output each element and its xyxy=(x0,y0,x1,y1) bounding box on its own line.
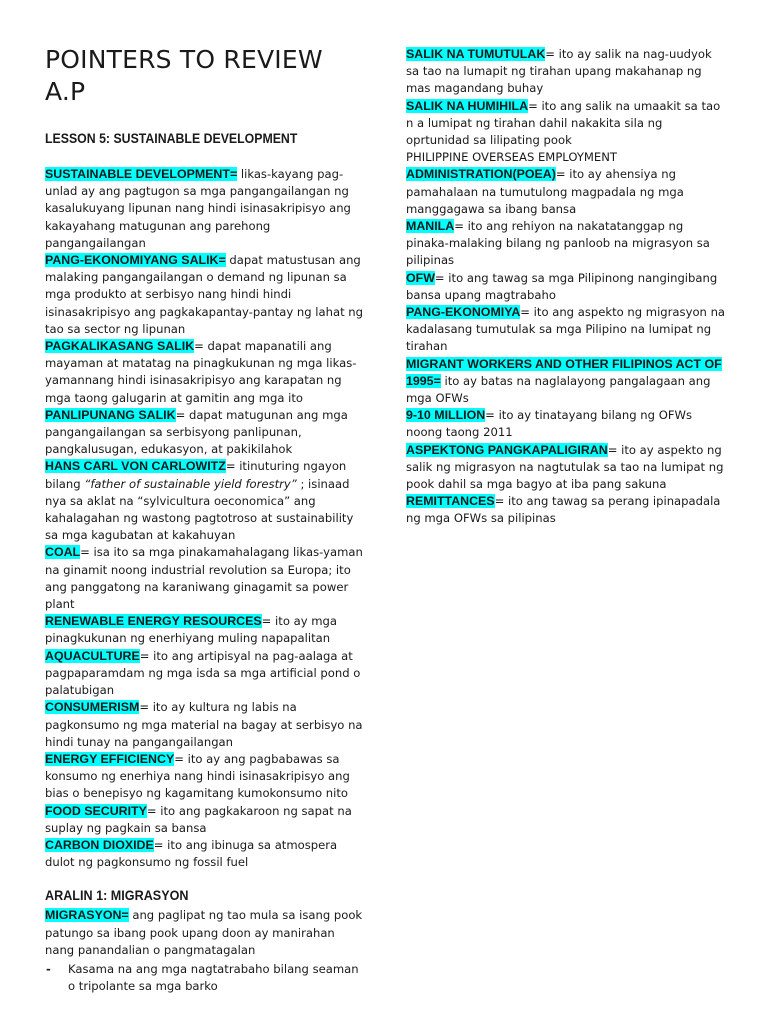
highlighted-term: REMITTANCES xyxy=(406,494,495,509)
definition-entry xyxy=(45,613,367,647)
definition-text: = ito ay ang pagbabawas sa konsumo ng enerhiya nang hindi isinasakripisyo ang bias o benepisyo ng kagamitang kumokonsumo nito xyxy=(45,751,350,801)
definition-entry xyxy=(45,751,367,803)
definition-entry xyxy=(406,407,728,441)
highlighted-term: COAL xyxy=(45,545,81,560)
definition-entry xyxy=(45,837,367,871)
definition-entry xyxy=(45,338,367,407)
italic-quote: “father of sustainable yield forestry” xyxy=(84,476,297,491)
definition-entry xyxy=(45,544,367,613)
highlighted-term: MIGRANT WORKERS AND OTHER FILIPINOS ACT OF 1995= xyxy=(406,356,722,388)
definition-text: = ito ang ibinuga sa atmospera dulot ng pagkonsumo ng fossil fuel xyxy=(45,837,338,870)
definition-entry-carlowitz xyxy=(45,458,367,544)
highlighted-term: ASPEKTONG PANGKAPALIGIRAN xyxy=(406,442,608,457)
definition-text: = ito ay salik na nag-uudyok sa tao na lumapit ng tirahan upang makahanap ng mas magandang buhay xyxy=(406,47,712,96)
definition-text: = itinuturing ngayon bilang xyxy=(45,459,347,491)
definition-text: = ito ang pagkakaroon ng sapat na suplay ng pagkain sa bansa xyxy=(45,803,352,835)
highlighted-term: AQUACULTURE xyxy=(45,648,140,663)
definition-text: = ito ang rehiyon na nakatatanggap ng pinaka-malaking bilang ng panloob na migrasyon sa pilipinas xyxy=(406,219,710,268)
definition-text: = ito ang tawag sa perang ipinapadala ng mga OFWs sa pilipinas xyxy=(406,494,721,526)
definition-entry xyxy=(406,356,728,408)
highlighted-term: PAGKALIKASANG SALIK xyxy=(45,339,195,354)
definition-text: = ito ay tinatayang bilang ng OFWs noong taong 2011 xyxy=(406,408,692,440)
highlighted-term: SALIK NA HUMIHILA xyxy=(406,98,529,113)
definition-entry xyxy=(406,270,728,304)
highlighted-term: RENEWABLE ENERGY RESOURCES xyxy=(45,614,262,629)
aralin-1-heading: ARALIN 1: MIGRASYON xyxy=(45,887,189,904)
definition-text: = isa ito sa mga pinakamahalagang likas-yaman na ginamit noong industrial revolution sa Europa; ito ang panggatong na karaniwang ginagamit sa power plant xyxy=(45,545,363,612)
definition-text: = dapat matugunan ang mga pangangailangan sa serbisyong panlipunan, pangkalusugan, edukasyon, at pakikilahok xyxy=(45,407,348,457)
definition-entry-migrasyon xyxy=(45,907,367,959)
definition-entry xyxy=(45,648,367,700)
definition-text: ; isinaad nya sa aklat na “sylvicultura oeconomica” ang kahalagahan ng wastong pagtotroso at sustainability sa mga kagubatan at kakahuyan xyxy=(45,476,354,543)
definition-text: = ito ay ahensiya ng pamahalaan na tumutulong magpadala ng mga manggagawa sa ibang bansa xyxy=(406,167,684,216)
highlighted-term: SUSTAINABLE DEVELOPMENT= xyxy=(45,167,238,181)
definition-entry xyxy=(45,166,367,252)
title-line-2: A.P xyxy=(45,77,86,106)
highlighted-term: ADMINISTRATION(POEA) xyxy=(406,167,556,182)
definition-text: ang paglipat ng tao mula sa isang pook patungo sa ibang pook upang doon ay manirahan nang panandalian o pangmatagalan xyxy=(45,908,363,957)
highlighted-term: PANG-EKONOMIYANG SALIK= xyxy=(45,253,226,268)
highlighted-term: MANILA xyxy=(406,219,455,234)
definition-text: dapat matustusan ang malaking pangangailangan o demand ng lipunan sa mga produkto at serbisyo nang hindi hindi isinasakripisyo ang pagkakapantay-pantay ng lahat ng tao sa sector ng lipunan xyxy=(45,253,364,336)
definition-entry xyxy=(406,218,728,270)
highlighted-term: MIGRASYON= xyxy=(45,908,129,923)
highlighted-term: ENERGY EFFICIENCY xyxy=(45,751,175,766)
definition-text: likas-kayang pag-unlad ay ang pagtugon sa mga pangangailangan ng kasalukuyang lipunan nang hindi isinasakripisyo ang kakayahang matugunan ang parehong pangangailangan xyxy=(45,167,351,250)
poea-plain-heading: PHILIPPINE OVERSEAS EMPLOYMENT xyxy=(406,150,618,165)
highlighted-term: HANS CARL VON CARLOWITZ xyxy=(45,459,226,474)
highlighted-term: CARBON DIOXIDE xyxy=(45,837,154,852)
highlighted-term: CONSUMERISM xyxy=(45,700,140,715)
definition-entry xyxy=(406,493,728,527)
definition-text: ito ay batas na naglalayong pangalagaan ang mga OFWs xyxy=(406,373,711,406)
highlighted-term: FOOD SECURITY xyxy=(45,803,147,818)
highlighted-term: PANLIPUNANG SALIK xyxy=(45,407,176,422)
highlighted-term: PANG-EKONOMIYA xyxy=(406,305,521,320)
definition-text: = ito ang tawag sa mga Pilipinong nangingibang bansa upang magtrabaho xyxy=(406,270,718,302)
definition-text: = dapat mapanatili ang mayaman at matatag na pinagkukunan ng mga likas-yamannang hindi isinasakripisyo ang karapatan ng mga taong galugarin at gamitin ang mga ito xyxy=(45,339,357,405)
left-column xyxy=(45,0,367,995)
definition-text: = ito ang artipisyal na pag-aalaga at pagpaparamdam ng mga isda sa mga artificial pond o palatubigan xyxy=(45,648,361,698)
highlighted-term: OFW xyxy=(406,270,435,285)
right-column xyxy=(406,0,728,528)
definition-entry xyxy=(45,803,367,837)
definition-text: = ito ang aspekto ng migrasyon na kadalasang tumutulak sa mga Pilipino na lumipat ng tirahan xyxy=(406,305,726,354)
title-line-1: POINTERS TO REVIEW xyxy=(45,45,323,74)
definition-entry xyxy=(45,252,367,338)
bullet-dash: - xyxy=(46,961,51,976)
highlighted-term: SALIK NA TUMUTULAK xyxy=(406,47,546,61)
definition-entry xyxy=(406,46,728,98)
definition-text: = ito ay aspekto ng salik ng migrasyon na nagtutulak sa tao na lumipat ng pook dahil sa mga bagyo at iba pang sakuna xyxy=(406,442,724,492)
definition-text: = ito ang salik na umaakit sa tao n a lumipat ng tirahan dahil nakakita sila ng oprtunidad sa lilipating pook xyxy=(406,98,721,148)
definition-entry xyxy=(406,304,728,356)
definition-entry xyxy=(406,98,728,150)
definition-entry xyxy=(45,407,367,459)
definition-entry xyxy=(45,699,367,751)
bullet-item xyxy=(45,961,367,995)
lesson-5-heading: LESSON 5: SUSTAINABLE DEVELOPMENT xyxy=(45,130,298,146)
definition-text: = ito ay mga pinagkukunan ng enerhiyang muling napapalitan xyxy=(45,614,338,646)
page-title xyxy=(45,44,367,108)
highlighted-term: 9-10 MILLION xyxy=(406,408,486,423)
bullet-text: Kasama na ang mga nagtatrabaho bilang seaman o tripolante sa mga barko xyxy=(68,961,359,994)
definition-entry xyxy=(406,442,728,494)
definition-text: = ito ay kultura ng labis na pagkonsumo ng mga material na bagay at serbisyo na hindi tunay na pangangailangan xyxy=(45,700,363,749)
definition-entry-poea xyxy=(406,166,728,218)
